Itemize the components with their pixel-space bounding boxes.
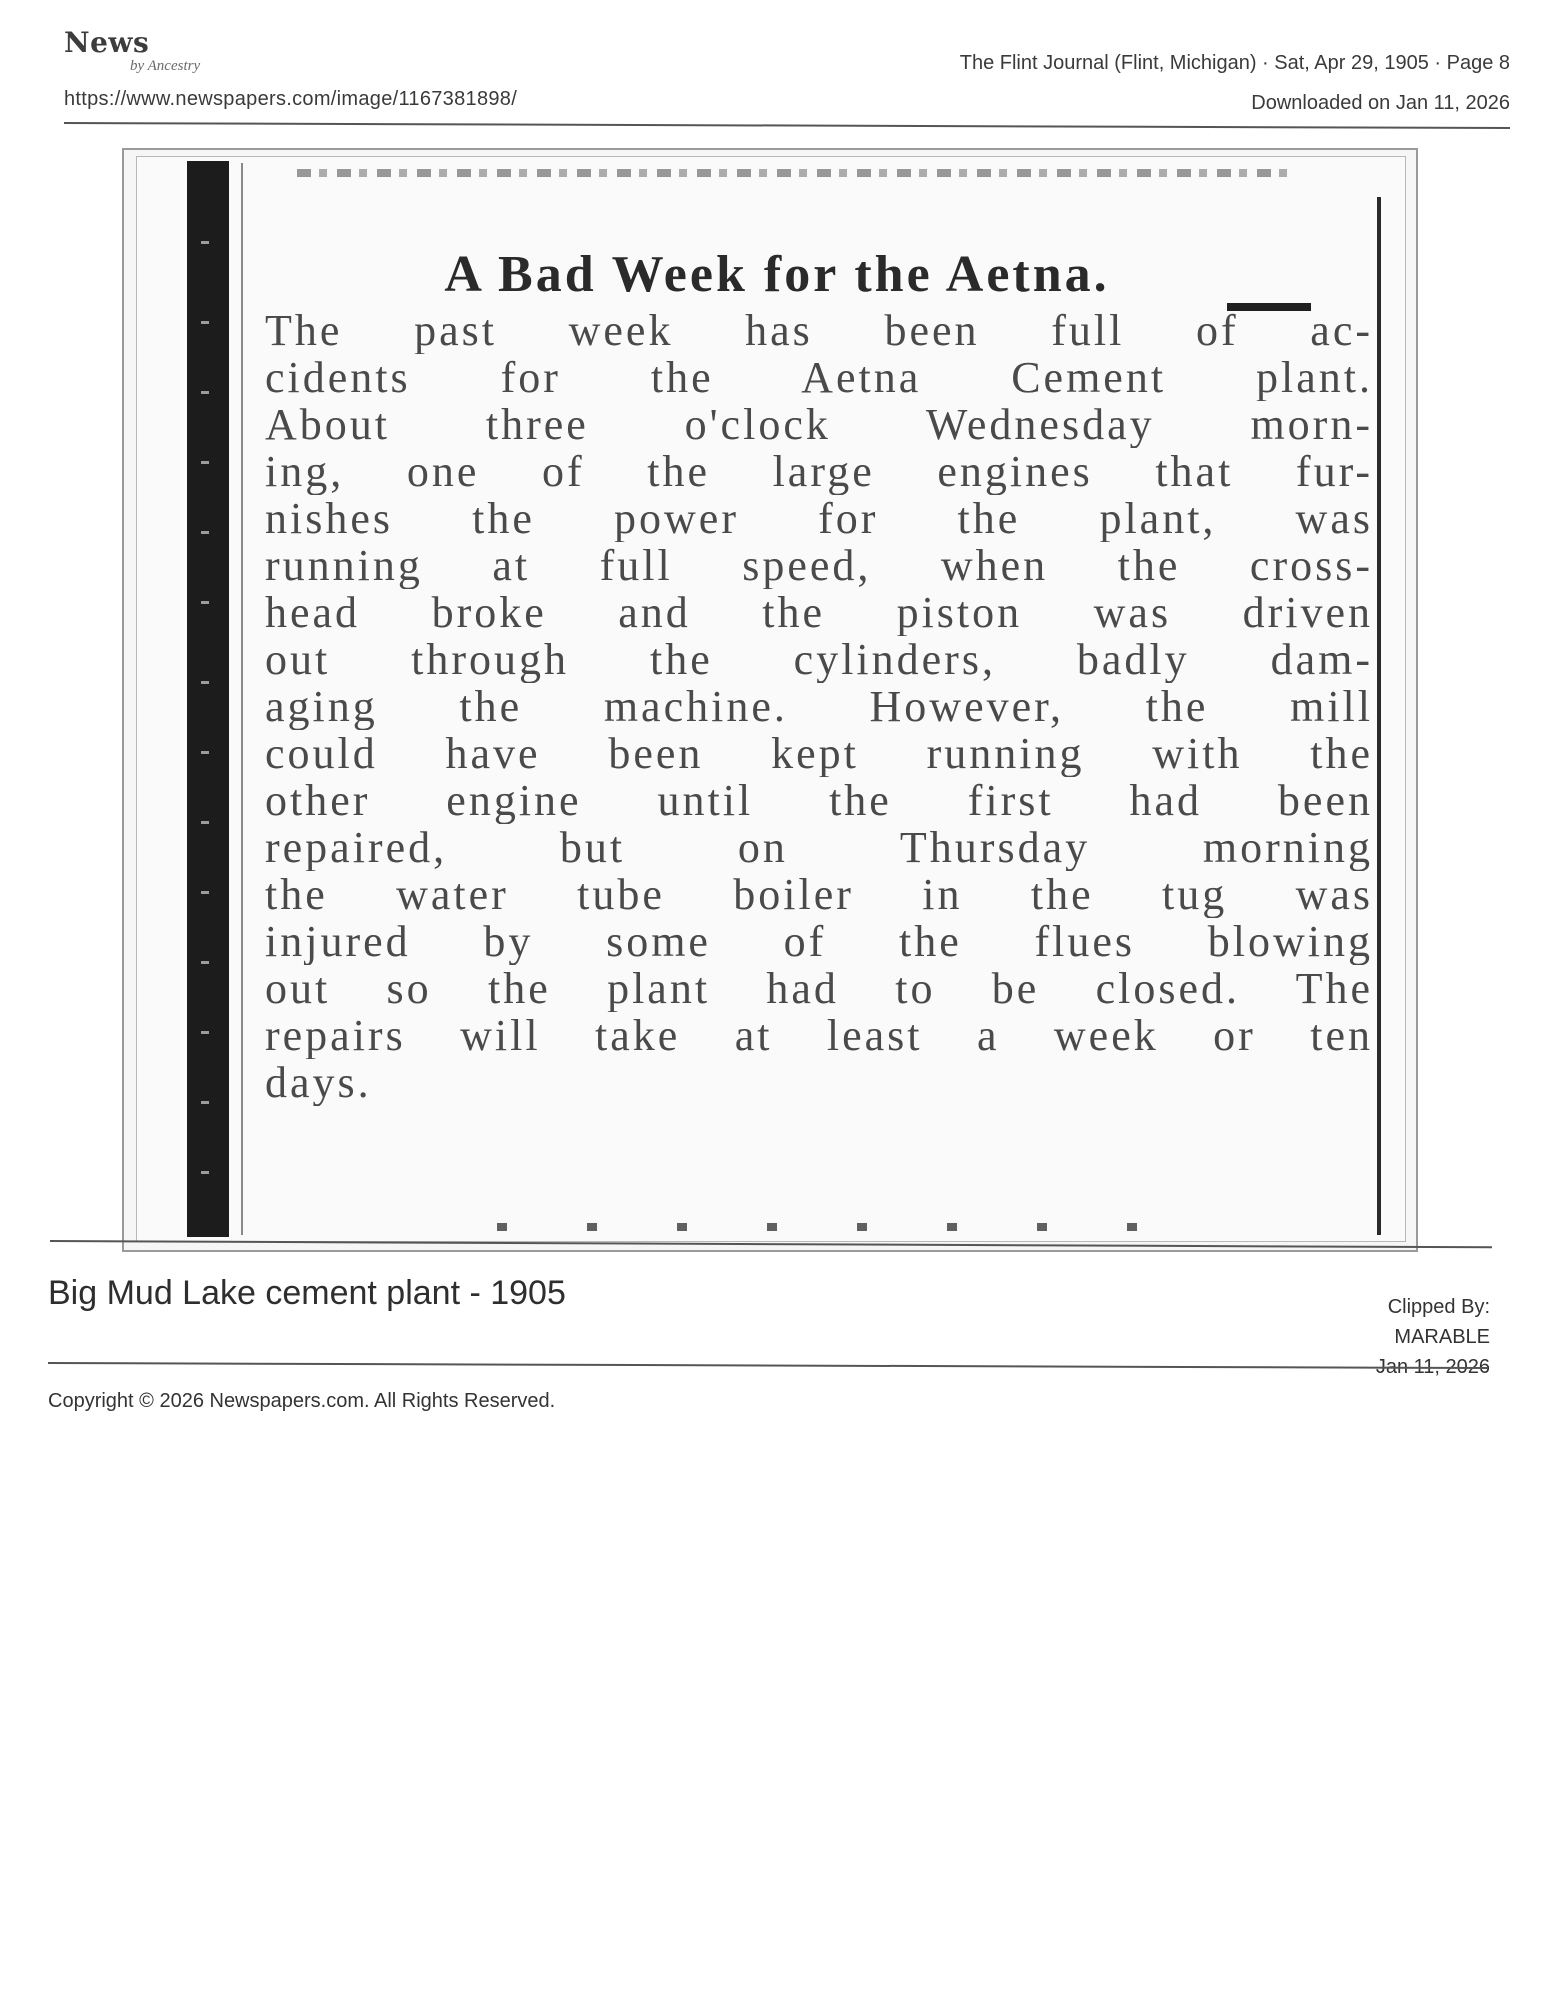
header-divider [64,122,1510,129]
cropped-text-fragment-top [297,169,1297,177]
article-line: repaired, but on Thursday morning [265,824,1373,871]
caption-divider-bottom [48,1362,1488,1369]
clipped-by-label: Clipped By: [1387,1296,1490,1318]
article-line: head broke and the piston was driven [265,589,1373,636]
article-line: injured by some of the flues blowing [265,918,1373,965]
article-line: nishes the power for the plant, was [265,495,1373,542]
article-line: cidents for the Aetna Cement plant. [265,354,1373,401]
newspapers-logo: News [64,26,150,59]
clipped-date: Jan 11, 2026 [1375,1356,1490,1378]
article-line: out so the plant had to be closed. The [265,965,1373,1012]
article-headline: A Bad Week for the Aetna. [444,246,1110,303]
article-body [265,307,1373,1106]
ancestry-logo-text: by Ancestry [130,58,201,74]
column-rule-right [1377,197,1381,1235]
article-line: About three o'clock Wednesday morn- [265,401,1373,448]
download-date: Downloaded on Jan 11, 2026 [1251,92,1510,114]
copyright-notice: Copyright © 2026 Newspapers.com. All Rights Reserved. [48,1390,556,1412]
column-rule-left [241,163,243,1235]
column-edge-strip [187,161,229,1237]
newspaper-clipping-image [122,148,1418,1252]
article-line: The past week has been full of ac- [265,307,1373,354]
clipping-caption: Big Mud Lake cement plant - 1905 [48,1274,566,1312]
article-line: aging the machine. However, the mill [265,683,1373,730]
publication-source: The Flint Journal (Flint, Michigan) · Sat, Apr 29, 1905 · Page 8 [959,52,1510,74]
article-line: repairs will take at least a week or ten [265,1012,1373,1059]
clipping-url[interactable]: https://www.newspapers.com/image/1167381898/ [64,88,518,110]
article-line: other engine until the first had been [265,777,1373,824]
article-line: out through the cylinders, badly dam- [265,636,1373,683]
article-line: could have been kept running with the [265,730,1373,777]
clipped-by-user[interactable]: MARABLE [1394,1326,1490,1348]
article-line: ing, one of the large engines that fur- [265,448,1373,495]
article-line: running at full speed, when the cross- [265,542,1373,589]
cropped-text-fragment-bottom [497,1223,1197,1231]
article-line: days. [265,1059,372,1106]
clipping-paper [136,156,1406,1242]
article-line: the water tube boiler in the tug was [265,871,1373,918]
